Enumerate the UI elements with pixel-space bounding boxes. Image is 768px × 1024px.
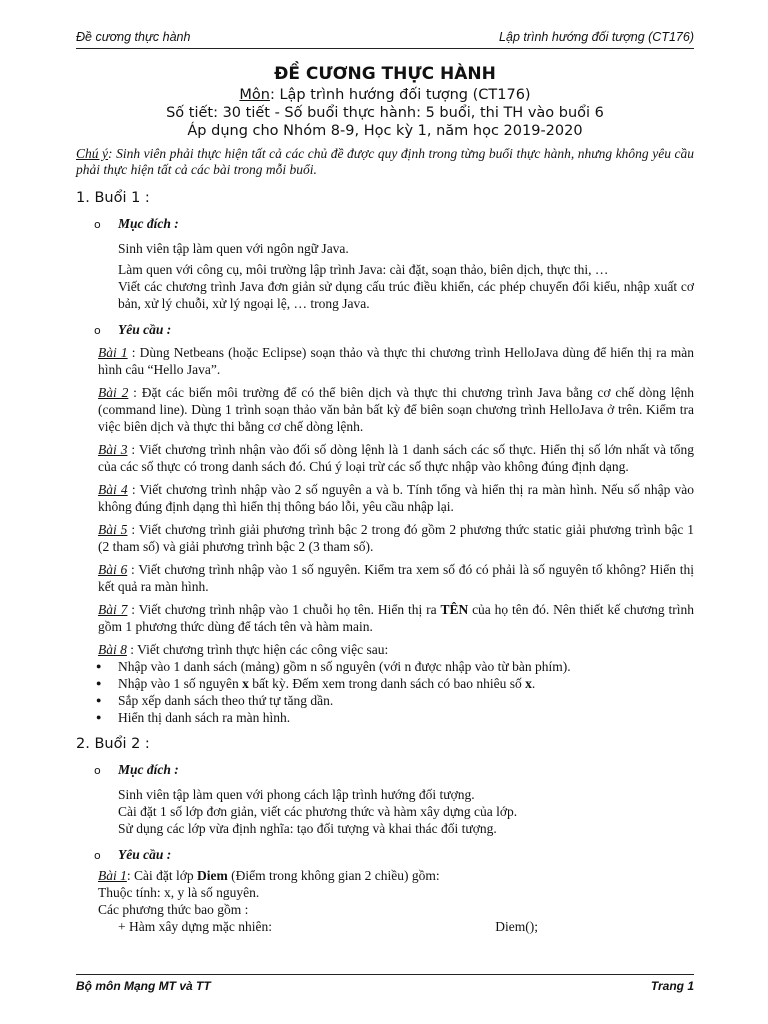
- exercise-label: Bài 1: [98, 868, 127, 883]
- note: [76, 146, 694, 178]
- constructor-label: + Hàm xây dựng mặc nhiên:: [118, 919, 273, 934]
- constructor-row: [118, 918, 538, 935]
- subhead-yeucau-2: [94, 847, 694, 863]
- class-name: Diem: [197, 868, 228, 883]
- mucdich-line: Cài đặt 1 số lớp đơn giản, viết các phương thức và hàm xây dựng của lớp.: [118, 804, 518, 819]
- page-number: Trang 1: [650, 979, 694, 993]
- page-footer: [76, 974, 694, 995]
- list-item: ● Hiển thị danh sách ra màn hình.: [118, 709, 694, 726]
- mucdich-1-block: [118, 240, 694, 312]
- exercise-text: (Điểm trong không gian 2 chiều) gồm:: [227, 868, 440, 883]
- exercise-text: : Viết chương trình nhận vào đối số dòng lệnh là 1 danh sách các số thực. Hiển thị số lớn nhất và tổng của các số thực có trong danh sách đó. Chú ý loại trừ các số thực nhập vào không đúng định dạng.: [98, 442, 695, 474]
- yeucau-label: Yêu cầu :: [118, 322, 172, 337]
- mucdich-line: Sinh viên tập làm quen với ngôn ngữ Java.: [118, 241, 349, 256]
- exercise-label: Bài 4: [98, 482, 128, 497]
- section-buoi-2: 2. Buổi 2 :: [76, 736, 150, 752]
- yeucau-label: Yêu cầu :: [118, 847, 172, 862]
- exercise-2-1: [98, 867, 694, 884]
- footer-left: Bộ môn Mạng MT và TT: [76, 979, 211, 993]
- page-header: [76, 30, 694, 49]
- list-item-text: .: [531, 676, 536, 691]
- exercise-text: : Đặt các biến môi trường để có thể biên dịch và thực thi chương trình Java bằng cơ chế dòng lệnh (command line). Dùng 1 trình soạn thảo văn bản bất kỳ để biên soạn chương trình HelloJava ở trên. Kiểm tra việc biên dịch và thực thi bằng cơ chế dòng lệnh.: [98, 385, 694, 434]
- exercise-8-list: [76, 658, 694, 726]
- exercise-label: Bài 5: [98, 522, 128, 537]
- constructor-value: Diem();: [495, 919, 538, 934]
- circle-bullet-icon: o: [94, 849, 101, 862]
- exercise-2: [98, 384, 694, 435]
- section-buoi-1: 1. Buổi 1 :: [76, 190, 150, 206]
- subhead-yeucau-1: [94, 322, 694, 338]
- mucdich-line: Làm quen với công cụ, môi trường lập trình Java: cài đặt, soạn thảo, biên dịch, thực thi, …: [118, 262, 609, 277]
- exercise-label: Bài 2: [98, 385, 129, 400]
- circle-bullet-icon: o: [94, 764, 101, 777]
- exercise-text: : Viết chương trình nhập vào 1 số nguyên. Kiểm tra xem số đó có phải là số nguyên tố không? Hiển thị kết quả ra màn hình.: [98, 562, 694, 594]
- exercise-label: Bài 8: [98, 642, 127, 657]
- mucdich-line: Viết các chương trình Java đơn giản sử dụng cấu trúc điều khiển, các phép chuyển đổi kiểu, nhập xuất cơ bản, xử lý chuỗi, xử lý ngoại lệ, … trong Java.: [118, 279, 694, 311]
- document-body: [76, 64, 694, 935]
- doc-hours: Số tiết: 30 tiết - Số buổi thực hành: 5 buổi, thi TH vào buổi 6: [166, 105, 604, 121]
- exercise-8: [98, 641, 694, 658]
- doc-subject: [76, 86, 694, 104]
- mucdich-line: Sinh viên tập làm quen với phong cách lập trình hướng đối tượng.: [118, 787, 475, 802]
- mucdich-label: Mục đích :: [118, 216, 179, 231]
- note-label: Chú ý: [76, 146, 109, 161]
- note-text: : Sinh viên phải thực hiện tất cả các chủ đề được quy định trong từng buổi thực hành, nhưng không yêu cầu phải thực hiện tất cả các bài trong mỗi buổi.: [76, 146, 694, 177]
- exercise-label: Bài 6: [98, 562, 128, 577]
- mon-label: Môn: [239, 87, 270, 103]
- list-item-text: Nhập vào 1 số nguyên: [118, 676, 243, 691]
- exercise-text: : Cài đặt lớp: [126, 868, 198, 883]
- subhead-mucdich-2: [94, 762, 694, 778]
- list-item: [118, 675, 694, 692]
- exercise-text: : Viết chương trình nhập vào 1 chuỗi họ tên. Hiển thị ra: [127, 602, 441, 617]
- exercise-label: Bài 7: [98, 602, 128, 617]
- list-item-text: bất kỳ. Đếm xem trong danh sách có bao nhiêu số: [248, 676, 526, 691]
- exercise-1: [98, 344, 694, 378]
- doc-applies: Áp dụng cho Nhóm 8-9, Học kỳ 1, năm học 2019-2020: [187, 123, 583, 139]
- mon-value: : Lập trình hướng đối tượng (CT176): [269, 87, 531, 103]
- list-item-bold: x: [242, 676, 249, 691]
- exercise-text: : Dùng Netbeans (hoặc Eclipse) soạn thảo và thực thi chương trình HelloJava dùng để hiển thị ra màn hình câu “Hello Java”.: [98, 345, 695, 377]
- list-item: ● Sắp xếp danh sách theo thứ tự tăng dần.: [118, 692, 694, 709]
- exercise-7: [98, 601, 694, 635]
- subhead-mucdich-1: [94, 216, 694, 232]
- circle-bullet-icon: o: [94, 218, 101, 231]
- exercise-label: Bài 3: [98, 442, 128, 457]
- circle-bullet-icon: o: [94, 324, 101, 337]
- attributes-line: Thuộc tính: x, y là số nguyên.: [98, 885, 260, 900]
- mucdich-line: Sử dụng các lớp vừa định nghĩa: tạo đối tượng và khai thác đối tượng.: [118, 821, 497, 836]
- doc-title: ĐỀ CƯƠNG THỰC HÀNH: [274, 64, 496, 84]
- methods-line: Các phương thức bao gồm :: [98, 902, 249, 917]
- exercise-3: [98, 441, 694, 475]
- exercise-4: [98, 481, 694, 515]
- exercise-text: : Viết chương trình giải phương trình bậc 2 trong đó gồm 2 phương thức static giải phương trình bậc 1 (2 tham số) và giải phương trình bậc 2 (3 tham số).: [98, 522, 695, 554]
- exercise-6: [98, 561, 694, 595]
- mucdich-2-block: [118, 786, 694, 837]
- exercise-text: của họ tên đó. Nên thiết kế chương trình gồm 1 phương thức dùng để tách tên và hàm main.: [98, 602, 695, 634]
- exercise-label: Bài 1: [98, 345, 128, 360]
- exercise-text: : Viết chương trình thực hiện các công việc sau:: [126, 642, 389, 657]
- list-item: ● Nhập vào 1 danh sách (mảng) gồm n số nguyên (với n được nhập vào từ bàn phím).: [118, 658, 694, 675]
- header-right: Lập trình hướng đối tượng (CT176): [499, 30, 694, 44]
- list-item-bold: x: [525, 676, 532, 691]
- exercise-5: [98, 521, 694, 555]
- exercise-text: : Viết chương trình nhập vào 2 số nguyên a và b. Tính tổng và hiển thị ra màn hình. Nếu số nhập vào không đúng định dạng thì hiển thị thông báo lỗi, yêu cầu nhập lại.: [98, 482, 695, 514]
- exercise-bold: TÊN: [440, 602, 469, 617]
- mucdich-label: Mục đích :: [118, 762, 179, 777]
- header-left: Đề cương thực hành: [76, 30, 191, 44]
